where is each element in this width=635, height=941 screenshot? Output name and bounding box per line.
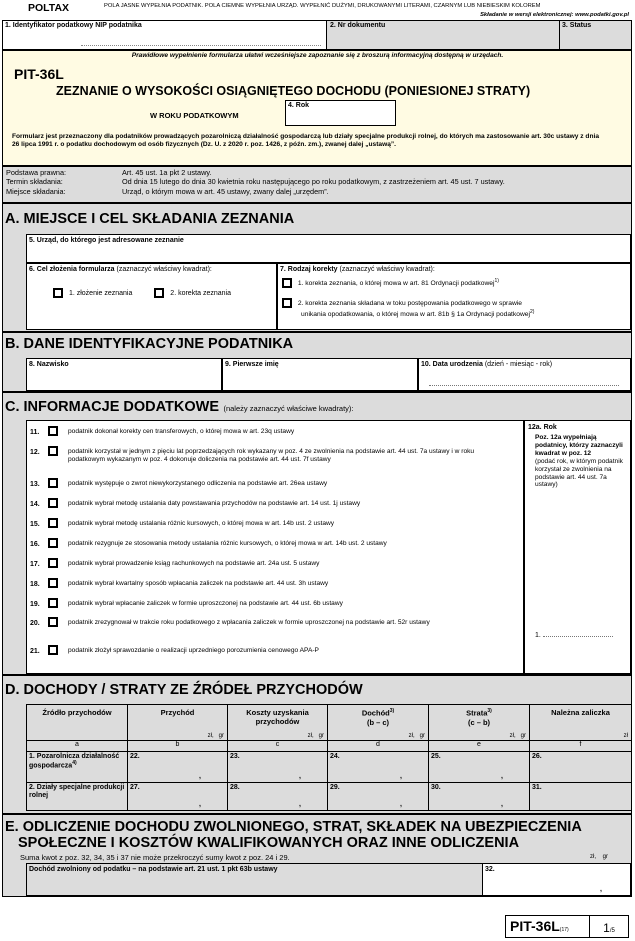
field-num: 30. [431, 784, 441, 791]
year-label: W ROKU PODATKOWYM [150, 111, 239, 120]
info-option-12 [30, 446, 520, 464]
row-label-business [27, 752, 128, 783]
info-option-text: podatnik rezygnuje ze stosowania metody ustalania różnic kursowych, o której mowa w art. 14b ust. 2 ustawy [68, 540, 387, 547]
field-22[interactable]: 22. , [128, 752, 228, 783]
col-letter: b [128, 741, 228, 752]
legal-info [6, 168, 626, 196]
legal-key: Miejsce składania: [6, 186, 66, 196]
info-option-number: 20. [30, 620, 40, 627]
info-option-checkbox[interactable] [48, 598, 58, 608]
birthdate-hint: (dzień - miesiąc - rok) [484, 361, 553, 368]
nip-comb [81, 41, 321, 46]
field-26[interactable] [530, 752, 632, 783]
field-32[interactable]: 32. , [483, 864, 630, 895]
brand-logo: POLTAX [28, 2, 70, 14]
info-option-number: 15. [30, 521, 40, 528]
col-loss [429, 705, 530, 741]
col-costs-title: Koszty uzyskania przychodów [246, 708, 309, 726]
birthdate-field[interactable] [418, 358, 631, 391]
field-num: 28. [230, 784, 240, 791]
correction-type-label: 7. Rodzaj korekty [280, 266, 338, 273]
col-profit-formula: (b – c) [366, 717, 390, 727]
info-option-number: 18. [30, 581, 40, 588]
field-num: 25. [431, 753, 441, 760]
unit-zl: zł, [207, 733, 214, 739]
legal-key: Termin składania: [6, 177, 63, 187]
unit-zl: zł [623, 733, 628, 739]
col-loss-title: Strata [466, 708, 488, 718]
year-12a-field-num: 1. [535, 632, 541, 639]
purpose-correction-label: 2. korekta zeznania [170, 289, 231, 297]
field-num: 22. [130, 753, 140, 760]
year-field[interactable] [285, 100, 396, 126]
field-num: 27. [130, 784, 140, 791]
section-e-units [590, 854, 608, 860]
info-option-checkbox[interactable] [48, 478, 58, 488]
form-title: ZEZNANIE O WYSOKOŚCI OSIĄGNIĘTEGO DOCHODU (PONIESIONEJ STRATY) [56, 84, 531, 98]
firstname-field[interactable] [222, 358, 418, 391]
office-label: 5. Urząd, do którego jest adresowane zeznanie [29, 237, 184, 244]
section-e-title-1: E. ODLICZENIE DOCHODU ZWOLNIONEGO, STRAT, SKŁADEK NA UBEZPIECZENIA [5, 819, 582, 835]
purpose-correction-checkbox[interactable] [154, 288, 164, 298]
info-option-number: 11. [30, 429, 40, 436]
office-field[interactable] [26, 234, 631, 263]
nip-field[interactable] [3, 21, 327, 49]
field-31[interactable] [530, 783, 632, 811]
exempt-income-row [26, 863, 631, 896]
info-option-16 [30, 538, 520, 548]
info-option-19 [30, 598, 520, 608]
col-loss-formula: (c – b) [467, 717, 491, 727]
info-option-number: 13. [30, 481, 40, 488]
electronic-source: Składanie w wersji elektronicznej: www.podatki.gov.pl [480, 12, 629, 18]
exempt-income-label: Dochód zwolniony od podatku – na podstawie art. 21 ust. 1 pkt 63b ustawy [27, 864, 483, 895]
nip-label: 1. Identyfikator podatkowy NIP podatnika [5, 22, 142, 29]
field-num: 24. [330, 753, 340, 760]
footer-version: (17) [559, 927, 569, 933]
year-12a-field [524, 420, 631, 674]
footnote-ref: 3) [487, 708, 492, 714]
correction-art81b-label-cont: unikania opodatkowania, o której mowa w art. 81b § 1a Ordynacji podatkowej [301, 311, 530, 319]
doc-number-label: 2. Nr dokumentu [330, 22, 386, 29]
legal-row [6, 187, 626, 196]
col-letter: a [27, 741, 128, 752]
field-num: 31. [532, 784, 542, 791]
legal-row [6, 168, 626, 177]
col-tax-title: Należna zaliczka [551, 708, 610, 717]
section-d-title: D. DOCHODY / STRATY ZE ŹRÓDEŁ PRZYCHODÓW [5, 682, 363, 698]
section-e-title [5, 819, 582, 851]
legal-row [6, 177, 626, 186]
info-option-13 [30, 478, 520, 488]
notice: Prawidłowe wypełnienie formularza ułatwi wcześniejsze zapoznanie się z broszurą informacyjną dostępną w urzędach. [131, 52, 504, 59]
legal-value: Art. 45 ust. 1a pkt 2 ustawy. [122, 168, 212, 177]
info-option-text: podatnik dokonał korekty cen transferowych, o której mowa w art. 23q ustawy [68, 428, 295, 435]
col-income [128, 705, 228, 741]
instr-2: WYPEŁNIĆ DUŻYMI, DRUKOWANYMI LITERAMI, CZARNYM LUB NIEBIESKIM KOLOREM [300, 3, 541, 9]
info-option-20 [30, 617, 520, 627]
info-option-checkbox[interactable] [48, 538, 58, 548]
info-option-15 [30, 518, 520, 528]
info-option-14 [30, 498, 520, 508]
info-option-text: podatnik złożył sprawozdanie o realizacji uprzedniego porozumienia cenowego APA-P [68, 647, 319, 654]
correction-art81-checkbox[interactable] [282, 278, 292, 288]
income-table-wrap [26, 704, 632, 811]
unit-gr: gr [520, 733, 526, 739]
section-a-title: A. MIEJSCE I CEL SKŁADANIA ZEZNANIA [5, 211, 295, 227]
col-profit [328, 705, 429, 741]
info-option-number: 12. [30, 449, 40, 456]
col-costs [228, 705, 328, 741]
info-option-checkbox[interactable] [48, 558, 58, 568]
footnote-ref: 1) [494, 278, 499, 284]
unit-gr: gr [419, 733, 425, 739]
year-12a-input[interactable] [535, 632, 625, 639]
info-option-number: 21. [30, 648, 40, 655]
field-28[interactable]: 28. , [228, 783, 328, 811]
birthdate-label: 10. Data urodzenia [421, 361, 483, 368]
info-option-text: podatnik występuje o zwrot niewykorzystanego odliczenia na podstawie art. 26ea ustawy [68, 480, 328, 487]
year-12a-label: 12a. Rok [528, 424, 557, 431]
info-option-text: podatnik wybrał metodę ustalania różnic kursowych, o której mowa w art. 14b ust. 2 ustawy [68, 520, 335, 527]
info-option-text: podatnik wybrał prowadzenie ksiąg rachunkowych na podstawie art. 24a ust. 5 ustawy [68, 560, 320, 567]
section-b-title: B. DANE IDENTYFIKACYJNE PODATNIKA [5, 336, 294, 352]
col-letter: c [228, 741, 328, 752]
unit-zl: zł, [509, 733, 516, 739]
firstname-label: 9. Pierwsze imię [225, 361, 279, 368]
year-12a-note: (podać rok, w którym podatnik korzystał ze zwolnienia na podstawie art. 44 ust. 7a ustawy) [535, 457, 623, 489]
field-num: 26. [532, 753, 542, 760]
footnote-ref: 2) [530, 308, 535, 315]
row-label-agri: 2. Działy specjalne produkcji rolnej [27, 783, 128, 811]
section-e-title-2: SPOŁECZNE I KOSZTÓW KWALIFIKOWANYCH ORAZ INNE ODLICZENIA [18, 835, 520, 852]
correction-type-field [277, 263, 631, 330]
col-source: Źródło przychodów [27, 705, 128, 741]
field-25[interactable]: 25. , [429, 752, 530, 783]
page-number: 1 [603, 921, 610, 935]
section-c-heading [5, 398, 354, 416]
info-option-checkbox[interactable] [48, 498, 58, 508]
info-option-number: 14. [30, 501, 40, 508]
correction-type-hint: (zaznaczyć właściwy kwadrat): [339, 266, 435, 273]
legal-value: Urząd, o którym mowa w art. 45 ustawy, zwany dalej „urzędem”. [122, 186, 329, 196]
year-field-label: 4. Rok [288, 102, 310, 109]
section-c-title: C. INFORMACJE DODATKOWE [5, 399, 220, 415]
correction-art81b-checkbox[interactable] [282, 298, 292, 308]
unit-gr: gr [218, 733, 224, 739]
info-option-checkbox[interactable] [48, 426, 58, 436]
info-option-11 [30, 426, 520, 436]
birthdate-comb [429, 382, 619, 386]
col-tax [530, 705, 632, 741]
unit-gr: gr [318, 733, 324, 739]
year-12a-note-bold: Poz. 12a wypełniają podatnicy, którzy zaznaczyli kwadrat w poz. 12 [535, 434, 623, 457]
info-option-text: podatnik wybrał metodę ustalania daty powstawania przychodów na podstawie art. 14 ust. 1j ustawy [68, 500, 361, 507]
info-option-checkbox[interactable] [48, 645, 58, 655]
info-option-text: podatnik wybrał kwartalny sposób wpłacania zaliczek na podstawie art. 44 ust. 3h ustawy [68, 580, 329, 587]
header-instruction [104, 3, 540, 9]
field-30[interactable]: 30. , [429, 783, 530, 811]
form-description: Formularz jest przeznaczony dla podatników prowadzących pozarolniczą działalność gospodarczą lub działy specjalne produkcji rolnej, do których ma zastosowanie art. 30c ustawy z dnia 26 lipca 1991 r. o podatku dochodowym od osób fizycznych (Dz. U. z 2020 r. poz. 1426, z późn. zm.), zwanej dalej „ustawą”. [12, 133, 599, 149]
info-option-17 [30, 558, 520, 568]
unit-zl: zł, [590, 854, 596, 860]
footnote-ref: 3) [389, 708, 395, 714]
info-option-number: 16. [30, 541, 40, 548]
field-num: 32. [485, 866, 495, 873]
col-income-title: Przychód [160, 708, 195, 717]
field-num: 29. [330, 784, 340, 791]
legal-key: Podstawa prawna: [6, 168, 67, 177]
column-letters [27, 741, 632, 752]
purpose-field [26, 263, 277, 330]
footer-code: PIT-36L [510, 918, 560, 934]
instr-1: POLA JASNE WYPEŁNIA PODATNIK. POLA CIEMNE WYPEŁNIA URZĄD. [104, 3, 299, 9]
field-24[interactable]: 24. , [328, 752, 429, 783]
footnote-ref: 4) [72, 760, 77, 767]
legal-value: Od dnia 15 lutego do dnia 30 kwietnia roku następującego po roku podatkowym, z zastrzeżeniem art. 45 ust. 7 ustawy. [122, 177, 505, 187]
surname-label: 8. Nazwisko [29, 361, 69, 368]
info-option-text: podatnik korzystał w jednym z pięciu lat poprzedzających rok wykazany w poz. 4 ze zwolnienia na podstawie art. 44 ust. 7a ustawy i w roku podatkowym wykazanym w poz. 4 dokonuje doliczenia na podstawie art. 44 ust. 7f ustawy [68, 448, 475, 464]
purpose-filing-label: 1. złożenie zeznania [68, 289, 133, 297]
field-num: 23. [230, 753, 240, 760]
info-option-21 [30, 645, 520, 655]
col-letter: f [530, 741, 632, 752]
purpose-hint: (zaznaczyć właściwy kwadrat): [116, 266, 212, 273]
section-e-note: Suma kwot z poz. 32, 34, 35 i 37 nie może przekroczyć sumy kwot z poz. 24 i 29. [20, 853, 290, 862]
unit-zl: zł, [408, 733, 415, 739]
correction-art81b-label: 2. korekta zeznania składana w toku postępowania podatkowego w sprawie [297, 299, 523, 307]
col-letter: d [328, 741, 429, 752]
info-option-checkbox[interactable] [48, 578, 58, 588]
info-option-18 [30, 578, 520, 588]
info-option-checkbox[interactable] [48, 617, 58, 627]
info-option-checkbox[interactable] [48, 446, 58, 456]
info-option-number: 17. [30, 561, 40, 568]
surname-field[interactable] [26, 358, 222, 391]
table-row [27, 752, 632, 783]
field-23[interactable]: 23. , [228, 752, 328, 783]
col-letter: e [429, 741, 530, 752]
section-c-hint: (należy zaznaczyć właściwe kwadraty): [223, 404, 354, 413]
income-table [26, 704, 632, 811]
info-option-checkbox[interactable] [48, 518, 58, 528]
page-footer [505, 915, 629, 938]
row-label-text: 1. Pozarolnicza działalność gospodarcza [29, 753, 120, 770]
table-row [27, 783, 632, 811]
form-code: PIT-36L [14, 66, 64, 82]
purpose-filing-checkbox[interactable] [53, 288, 63, 298]
info-option-number: 19. [30, 601, 40, 608]
page-total: /5 [609, 928, 615, 934]
col-profit-title: Dochód [361, 708, 390, 718]
income-table-header [27, 705, 632, 741]
status-label: 3. Status [562, 22, 592, 29]
purpose-label: 6. Cel złożenia formularza [29, 266, 115, 273]
info-option-text: podatnik zrezygnował w trakcie roku podatkowego z wpłacania zaliczek w formie uproszczonej na podstawie art. 52r ustawy [68, 619, 430, 626]
info-option-text: podatnik wybrał wpłacanie zaliczek w formie uproszczonej na podstawie art. 44 ust. 6b ustawy [68, 600, 343, 607]
correction-art81-label: 1. korekta zeznania, o której mowa w art. 81 Ordynacji podatkowej [297, 280, 495, 288]
unit-zl: zł, [307, 733, 314, 739]
field-29[interactable]: 29. , [328, 783, 429, 811]
field-27[interactable]: 27. , [128, 783, 228, 811]
unit-gr: gr [602, 854, 609, 860]
